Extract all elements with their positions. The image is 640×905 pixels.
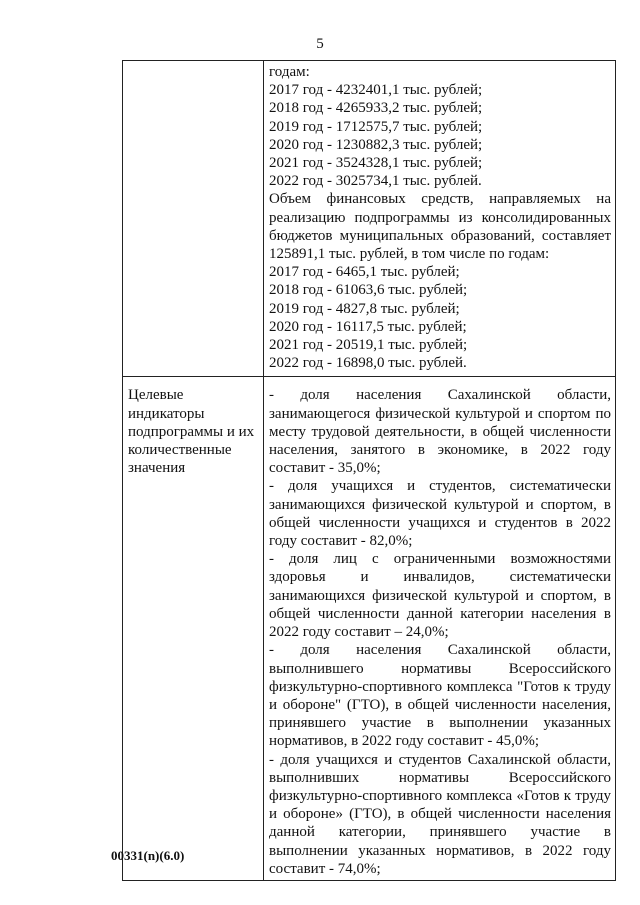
indicator-item: - доля лиц с ограниченными возможностями здоровья и инвалидов, систематически занимающихся физической культурой и спортом, в общей численности данной категории населения в 2022 году составит – 24,0%; (269, 551, 611, 641)
municipal-financing-text: Объем финансовых средств, направляемых на реализацию подпрограммы из консолидированных бюджетов муниципальных образований, составляет 125891,1 тыс. рублей, в том числе по годам: (269, 191, 611, 263)
financing-year-2022: 2022 год - 3025734,1 тыс. рублей. (269, 173, 482, 190)
financing-year-2017: 2017 год - 4232401,1 тыс. рублей; (269, 82, 483, 99)
indicators-row (123, 377, 616, 880)
financing-year-2020: 2020 год - 1230882,3 тыс. рублей; (269, 136, 483, 153)
indicators-label: Целевые индикаторы подпрограммы и их количественные значения (123, 377, 264, 880)
indicator-item: - доля учащихся и студентов Сахалинской области, выполнивших нормативы Всероссийского физкультурно-спортивного комплекса «Готов к труду и обороне» (ГТО), в общей численности населения данной категории, принявшего участие в выполнении указанных нормативов, в 2022 году составит - 74,0%; (269, 751, 611, 877)
municipal-year-2018: 2018 год - 61063,6 тыс. рублей; (269, 282, 468, 299)
financing-row (123, 61, 616, 377)
indicator-item: - доля учащихся и студентов, систематически занимающихся физической культурой и спортом, в общей численности учащихся и студентов в 2022 году составит - 82,0%; (269, 478, 611, 550)
financing-intro: годам: (269, 64, 310, 80)
financing-content-cell (264, 61, 616, 377)
financing-year-2019: 2019 год - 1712575,7 тыс. рублей; (269, 118, 483, 135)
indicator-item: - доля населения Сахалинской области, занимающегося физической культурой и спортом по месту трудовой деятельности, в общей численности населения, занятого в экономике, в 2022 году составит - 35,0%; (269, 387, 611, 477)
municipal-year-2022: 2022 год - 16898,0 тыс. рублей. (269, 355, 467, 372)
indicators-content-cell (264, 377, 616, 880)
financing-label-cell (123, 61, 264, 377)
municipal-year-2021: 2021 год - 20519,1 тыс. рублей; (269, 337, 468, 354)
municipal-year-2020: 2020 год - 16117,5 тыс. рублей; (269, 318, 467, 335)
municipal-year-2017: 2017 год - 6465,1 тыс. рублей; (269, 264, 460, 281)
municipal-year-2019: 2019 год - 4827,8 тыс. рублей; (269, 300, 460, 317)
indicator-item: - доля населения Сахалинской области, выполнившего нормативы Всероссийского физкультурно-спортивного комплекса "Готов к труду и обороне" (ГТО), в общей численности населения, принявшего участие в выполнении указанных нормативов, в 2022 году составит - 45,0%; (269, 642, 611, 750)
document-code: 00331(n)(6.0) (111, 848, 185, 863)
financing-year-2021: 2021 год - 3524328,1 тыс. рублей; (269, 155, 483, 172)
program-passport-table (122, 60, 616, 881)
financing-year-2018: 2018 год - 4265933,2 тыс. рублей; (269, 100, 483, 117)
page-number: 5 (316, 36, 324, 52)
